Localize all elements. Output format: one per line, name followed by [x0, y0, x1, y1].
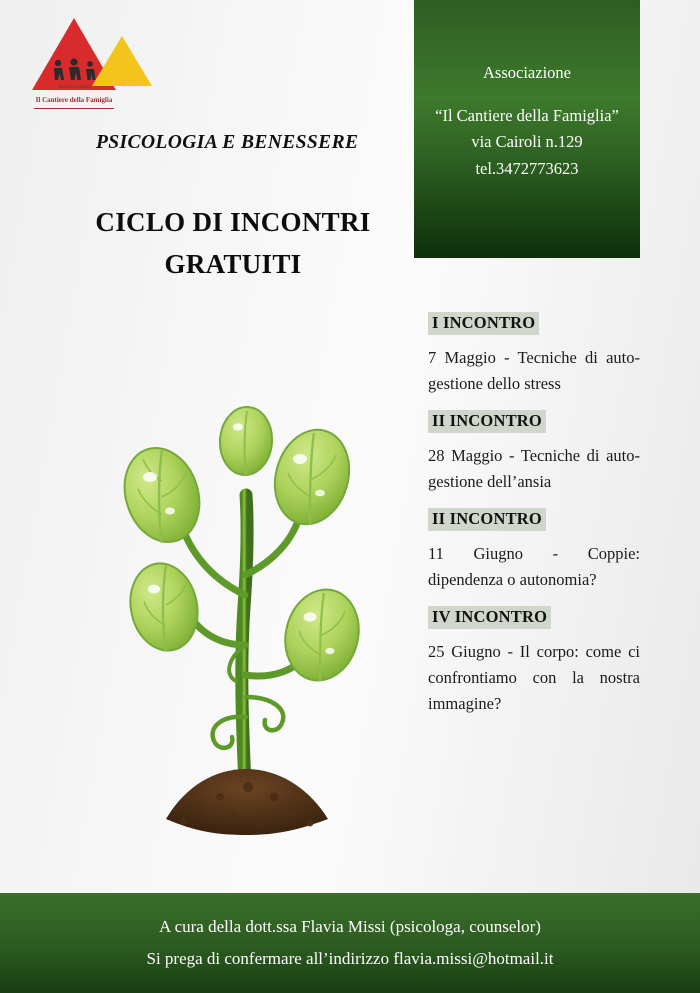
list-item: [428, 606, 640, 716]
meeting-heading: I INCONTRO: [428, 312, 539, 335]
footer-line-1: A cura della dott.ssa Flavia Missi (psicologa, counselor): [159, 917, 541, 936]
association-label: Associazione: [483, 63, 571, 82]
sprout-illustration: [96, 345, 396, 845]
title-line-2: GRATUITI: [164, 248, 302, 279]
family-figures-icon: [50, 58, 98, 84]
poster-subtitle: PSICOLOGIA E BENESSERE: [96, 132, 359, 153]
association-name: “Il Cantiere della Famiglia”: [435, 105, 619, 125]
list-item: [428, 508, 640, 592]
association-box: [414, 0, 640, 258]
meeting-heading: II INCONTRO: [428, 410, 546, 433]
program-list: [428, 312, 640, 730]
title-line-1: CICLO DI INCONTRI: [95, 207, 371, 237]
logo-assoc-word: Associazione: [58, 84, 90, 90]
meeting-text: 7 Maggio - Tecniche di auto-gestione dello stress: [428, 348, 640, 393]
warning-triangle-inner: [92, 36, 152, 86]
meeting-text: 25 Giugno - Il corpo: come ci confrontiamo con la nostra immagine?: [428, 642, 640, 713]
footer-line-2: Si prega di confermare all’indirizzo flavia.missi@hotmail.it: [146, 949, 554, 969]
page-title: [60, 202, 406, 286]
association-phone: tel.3472773623: [475, 159, 579, 179]
meeting-heading: II INCONTRO: [428, 508, 546, 531]
logo-divider: [34, 108, 114, 109]
association-logo: [26, 18, 122, 112]
footer: [0, 893, 700, 993]
logo-name: Il Cantiere della Famiglia: [35, 96, 113, 104]
association-address: via Cairoli n.129: [471, 132, 583, 152]
meeting-heading: IV INCONTRO: [428, 606, 551, 629]
meeting-text: 28 Maggio - Tecniche di auto-gestione dell’ansia: [428, 446, 640, 491]
meeting-text: 11 Giugno - Coppie: dipendenza o autonomia?: [428, 544, 640, 589]
list-item: [428, 312, 640, 396]
list-item: [428, 410, 640, 494]
